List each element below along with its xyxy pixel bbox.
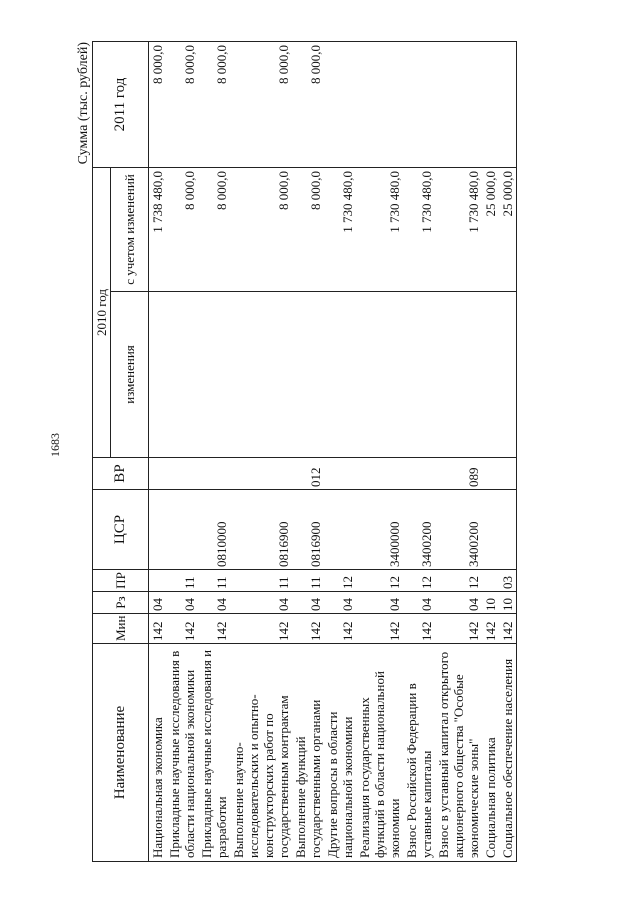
cell-vr — [324, 458, 356, 490]
cell-rz: 04 — [324, 592, 356, 614]
units-label: Сумма (тыс. рублей) — [76, 42, 91, 165]
cell-csr: 3400200 — [403, 490, 435, 570]
page-number: 1683 — [48, 433, 62, 457]
cell-2011: 8 000,0 — [198, 42, 230, 168]
cell-vr — [482, 458, 499, 490]
cell-name: Выполнение функций государственными органами — [292, 644, 324, 862]
cell-csr — [166, 490, 198, 570]
cell-2011: 8 000,0 — [166, 42, 198, 168]
cell-csr — [482, 490, 499, 570]
cell-name: Взнос в уставный капитал открытого акционерного общества "Особые экономические зоны" — [435, 644, 482, 862]
cell-with-changes: 8 000,0 — [198, 168, 230, 292]
cell-rz: 04 — [166, 592, 198, 614]
cell-changes — [482, 292, 499, 458]
cell-changes — [499, 292, 517, 458]
cell-min: 142 — [499, 614, 517, 644]
cell-rz: 10 — [499, 592, 517, 614]
cell-2011 — [356, 42, 403, 168]
document-page — [36, 42, 596, 862]
cell-name: Прикладные научные исследования в области национальной экономики — [166, 644, 198, 862]
cell-2011 — [403, 42, 435, 168]
header-vr: ВР — [93, 458, 149, 490]
cell-changes — [149, 292, 167, 458]
cell-changes — [292, 292, 324, 458]
cell-2011 — [324, 42, 356, 168]
cell-min: 142 — [435, 614, 482, 644]
cell-rz: 04 — [198, 592, 230, 614]
cell-min: 142 — [230, 614, 292, 644]
cell-name: Другие вопросы в области национальной экономики — [324, 644, 356, 862]
cell-with-changes: 8 000,0 — [230, 168, 292, 292]
cell-changes — [324, 292, 356, 458]
cell-rz: 10 — [482, 592, 499, 614]
cell-min: 142 — [166, 614, 198, 644]
header-csr: ЦСР — [93, 490, 149, 570]
table-row — [166, 42, 198, 862]
cell-vr — [356, 458, 403, 490]
cell-changes — [166, 292, 198, 458]
budget-table — [92, 41, 517, 862]
cell-min: 142 — [482, 614, 499, 644]
table-row — [149, 42, 167, 862]
cell-pr — [149, 570, 167, 592]
cell-min: 142 — [324, 614, 356, 644]
cell-vr — [230, 458, 292, 490]
header-with-changes: с учетом изменений — [111, 168, 149, 292]
table-row — [482, 42, 499, 862]
table-row — [435, 42, 482, 862]
cell-name: Выполнение научно-исследовательских и опытно-конструкторских работ по государственным контрактам — [230, 644, 292, 862]
table-row — [356, 42, 403, 862]
cell-pr — [482, 570, 499, 592]
cell-2011: 8 000,0 — [292, 42, 324, 168]
cell-csr: 0816900 — [292, 490, 324, 570]
cell-rz: 04 — [356, 592, 403, 614]
cell-csr — [499, 490, 517, 570]
cell-with-changes: 1 730 480,0 — [403, 168, 435, 292]
header-year-2011: 2011 год — [93, 42, 149, 168]
cell-2011 — [482, 42, 499, 168]
cell-rz: 04 — [403, 592, 435, 614]
cell-with-changes: 25 000,0 — [482, 168, 499, 292]
table-row — [230, 42, 292, 862]
cell-pr: 12 — [403, 570, 435, 592]
cell-with-changes: 1 738 480,0 — [149, 168, 167, 292]
cell-rz: 04 — [292, 592, 324, 614]
cell-pr: 11 — [166, 570, 198, 592]
header-year-2010: 2010 год — [93, 168, 111, 458]
cell-pr: 12 — [435, 570, 482, 592]
cell-pr: 11 — [292, 570, 324, 592]
cell-with-changes: 25 000,0 — [499, 168, 517, 292]
cell-with-changes: 1 730 480,0 — [324, 168, 356, 292]
cell-vr — [499, 458, 517, 490]
cell-pr: 12 — [324, 570, 356, 592]
cell-with-changes: 1 730 480,0 — [435, 168, 482, 292]
cell-name: Реализация государственных функций в области национальной экономики — [356, 644, 403, 862]
cell-pr: 03 — [499, 570, 517, 592]
cell-csr: 0810000 — [198, 490, 230, 570]
cell-min: 142 — [356, 614, 403, 644]
header-min: Мин — [93, 614, 149, 644]
table-body — [149, 42, 517, 862]
cell-vr — [166, 458, 198, 490]
header-rz: Рз — [93, 592, 149, 614]
cell-changes — [198, 292, 230, 458]
cell-min: 142 — [149, 614, 167, 644]
cell-changes — [435, 292, 482, 458]
header-name: Наименование — [93, 644, 149, 862]
cell-name: Социальное обеспечение населения — [499, 644, 517, 862]
cell-csr — [324, 490, 356, 570]
cell-pr: 11 — [230, 570, 292, 592]
cell-name: Социальная политика — [482, 644, 499, 862]
cell-2011: 8 000,0 — [230, 42, 292, 168]
cell-with-changes: 1 730 480,0 — [356, 168, 403, 292]
table-row — [324, 42, 356, 862]
table-row — [403, 42, 435, 862]
table-row — [198, 42, 230, 862]
table-row — [499, 42, 517, 862]
cell-with-changes: 8 000,0 — [166, 168, 198, 292]
cell-vr — [403, 458, 435, 490]
cell-2011 — [499, 42, 517, 168]
cell-csr — [149, 490, 167, 570]
cell-min: 142 — [403, 614, 435, 644]
cell-min: 142 — [198, 614, 230, 644]
header-pr: ПР — [93, 570, 149, 592]
cell-changes — [356, 292, 403, 458]
cell-changes — [230, 292, 292, 458]
cell-2011 — [435, 42, 482, 168]
cell-pr: 12 — [356, 570, 403, 592]
cell-name: Прикладные научные исследования и разработки — [198, 644, 230, 862]
cell-rz: 04 — [230, 592, 292, 614]
cell-csr: 3400000 — [356, 490, 403, 570]
cell-vr — [198, 458, 230, 490]
cell-2011: 8 000,0 — [149, 42, 167, 168]
cell-vr: 089 — [435, 458, 482, 490]
header-changes: изменения — [111, 292, 149, 458]
cell-changes — [403, 292, 435, 458]
cell-with-changes: 8 000,0 — [292, 168, 324, 292]
cell-vr — [149, 458, 167, 490]
cell-csr: 3400200 — [435, 490, 482, 570]
cell-vr: 012 — [292, 458, 324, 490]
table-row — [292, 42, 324, 862]
cell-name: Национальная экономика — [149, 644, 167, 862]
cell-csr: 0816900 — [230, 490, 292, 570]
cell-rz: 04 — [435, 592, 482, 614]
cell-name: Взнос Российской Федерации в уставные капиталы — [403, 644, 435, 862]
cell-min: 142 — [292, 614, 324, 644]
cell-rz: 04 — [149, 592, 167, 614]
cell-pr: 11 — [198, 570, 230, 592]
